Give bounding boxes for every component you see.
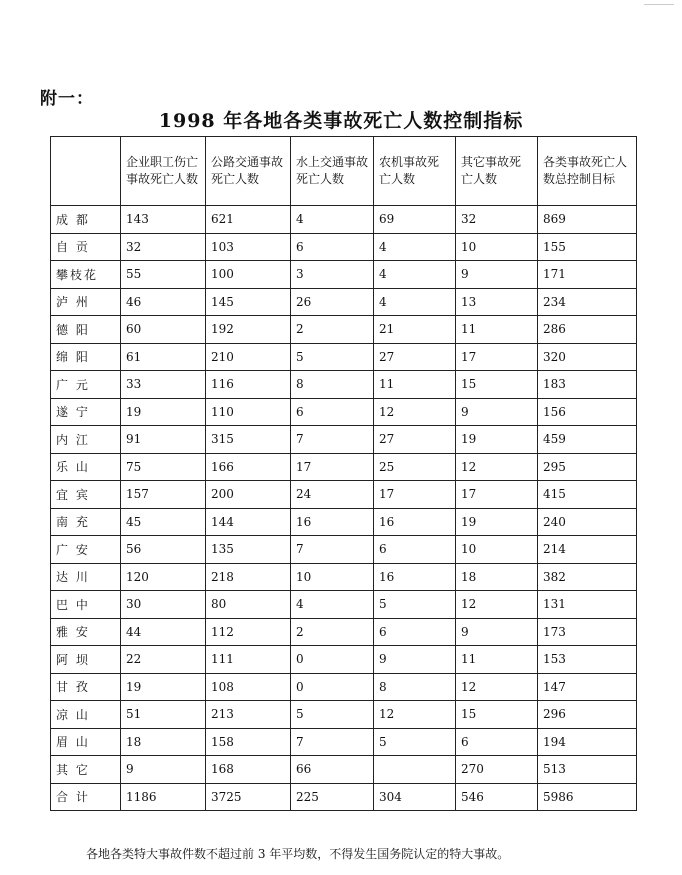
farm-machinery-cell: 17 — [374, 481, 456, 509]
workplace-cell: 19 — [121, 398, 206, 426]
workplace-cell: 120 — [121, 563, 206, 591]
water-cell: 24 — [291, 481, 374, 509]
other-cell: 10 — [456, 536, 538, 564]
region-cell: 阿 坝 — [51, 646, 121, 674]
water-cell: 66 — [291, 756, 374, 784]
water-cell: 16 — [291, 508, 374, 536]
workplace-cell: 75 — [121, 453, 206, 481]
table-row — [51, 453, 637, 481]
other-cell: 11 — [456, 316, 538, 344]
region-cell: 合 计 — [51, 783, 121, 811]
total-target-cell: 240 — [538, 508, 637, 536]
total-target-cell: 286 — [538, 316, 637, 344]
table-row — [51, 343, 637, 371]
table-row — [51, 563, 637, 591]
road-cell: 80 — [206, 591, 291, 619]
table-row — [51, 288, 637, 316]
water-cell: 5 — [291, 701, 374, 729]
water-cell: 3 — [291, 261, 374, 289]
total-target-cell: 459 — [538, 426, 637, 454]
table-row — [51, 646, 637, 674]
table-row — [51, 728, 637, 756]
water-cell: 2 — [291, 316, 374, 344]
road-cell: 200 — [206, 481, 291, 509]
table-row — [51, 508, 637, 536]
water-cell: 7 — [291, 536, 374, 564]
table-row — [51, 673, 637, 701]
farm-machinery-cell: 304 — [374, 783, 456, 811]
water-cell: 4 — [291, 591, 374, 619]
road-cell: 3725 — [206, 783, 291, 811]
table-row — [51, 316, 637, 344]
farm-machinery-cell: 12 — [374, 701, 456, 729]
workplace-cell: 91 — [121, 426, 206, 454]
farm-machinery-cell: 4 — [374, 233, 456, 261]
water-cell: 0 — [291, 673, 374, 701]
other-cell: 12 — [456, 591, 538, 619]
farm-machinery-cell — [374, 756, 456, 784]
header-region — [51, 137, 121, 206]
road-cell: 145 — [206, 288, 291, 316]
water-cell: 4 — [291, 206, 374, 234]
total-target-cell: 171 — [538, 261, 637, 289]
total-target-cell: 415 — [538, 481, 637, 509]
farm-machinery-cell: 11 — [374, 371, 456, 399]
workplace-cell: 19 — [121, 673, 206, 701]
other-cell: 13 — [456, 288, 538, 316]
road-cell: 621 — [206, 206, 291, 234]
road-cell: 192 — [206, 316, 291, 344]
water-cell: 7 — [291, 728, 374, 756]
water-cell: 2 — [291, 618, 374, 646]
water-cell: 5 — [291, 343, 374, 371]
road-cell: 111 — [206, 646, 291, 674]
table-row — [51, 398, 637, 426]
road-cell: 108 — [206, 673, 291, 701]
attachment-label: 附一： — [40, 89, 94, 109]
table-row — [51, 261, 637, 289]
road-cell: 210 — [206, 343, 291, 371]
total-target-cell: 296 — [538, 701, 637, 729]
water-cell: 6 — [291, 398, 374, 426]
table-row — [51, 618, 637, 646]
footnote: 各地各类特大事故件数不超过前 3 年平均数，不得发生国务院认定的特大事故。 — [86, 847, 510, 861]
water-cell: 0 — [291, 646, 374, 674]
region-cell: 遂 宁 — [51, 398, 121, 426]
other-cell: 11 — [456, 646, 538, 674]
water-cell: 6 — [291, 233, 374, 261]
workplace-cell: 9 — [121, 756, 206, 784]
table-row — [51, 481, 637, 509]
region-cell: 南 充 — [51, 508, 121, 536]
other-cell: 9 — [456, 398, 538, 426]
water-cell: 225 — [291, 783, 374, 811]
other-cell: 10 — [456, 233, 538, 261]
road-cell: 218 — [206, 563, 291, 591]
farm-machinery-cell: 9 — [374, 646, 456, 674]
other-cell: 9 — [456, 618, 538, 646]
workplace-cell: 51 — [121, 701, 206, 729]
other-cell: 12 — [456, 673, 538, 701]
farm-machinery-cell: 6 — [374, 618, 456, 646]
table-row — [51, 206, 637, 234]
workplace-cell: 46 — [121, 288, 206, 316]
other-cell: 6 — [456, 728, 538, 756]
other-cell: 17 — [456, 481, 538, 509]
road-cell: 144 — [206, 508, 291, 536]
other-cell: 270 — [456, 756, 538, 784]
farm-machinery-cell: 27 — [374, 426, 456, 454]
farm-machinery-cell: 4 — [374, 261, 456, 289]
region-cell: 广 元 — [51, 371, 121, 399]
total-target-cell: 155 — [538, 233, 637, 261]
table-row — [51, 371, 637, 399]
other-cell: 19 — [456, 426, 538, 454]
farm-machinery-cell: 69 — [374, 206, 456, 234]
other-cell: 12 — [456, 453, 538, 481]
workplace-cell: 33 — [121, 371, 206, 399]
workplace-cell: 18 — [121, 728, 206, 756]
water-cell: 8 — [291, 371, 374, 399]
total-target-cell: 513 — [538, 756, 637, 784]
total-target-cell: 173 — [538, 618, 637, 646]
region-cell: 乐 山 — [51, 453, 121, 481]
workplace-cell: 55 — [121, 261, 206, 289]
farm-machinery-cell: 6 — [374, 536, 456, 564]
farm-machinery-cell: 16 — [374, 563, 456, 591]
other-cell: 18 — [456, 563, 538, 591]
road-cell: 116 — [206, 371, 291, 399]
farm-machinery-cell: 21 — [374, 316, 456, 344]
header-road: 公路交通事故死亡人数 — [206, 137, 291, 206]
road-cell: 103 — [206, 233, 291, 261]
farm-machinery-cell: 25 — [374, 453, 456, 481]
header-farm-machinery: 农机事故死亡人数 — [374, 137, 456, 206]
workplace-cell: 157 — [121, 481, 206, 509]
road-cell: 100 — [206, 261, 291, 289]
water-cell: 17 — [291, 453, 374, 481]
total-target-cell: 183 — [538, 371, 637, 399]
table-row — [51, 756, 637, 784]
workplace-cell: 32 — [121, 233, 206, 261]
region-cell: 眉 山 — [51, 728, 121, 756]
table-row — [51, 233, 637, 261]
table-row — [51, 783, 637, 811]
water-cell: 7 — [291, 426, 374, 454]
road-cell: 112 — [206, 618, 291, 646]
farm-machinery-cell: 27 — [374, 343, 456, 371]
total-target-cell: 382 — [538, 563, 637, 591]
workplace-cell: 1186 — [121, 783, 206, 811]
road-cell: 135 — [206, 536, 291, 564]
header-water: 水上交通事故死亡人数 — [291, 137, 374, 206]
region-cell: 凉 山 — [51, 701, 121, 729]
total-target-cell: 5986 — [538, 783, 637, 811]
region-cell: 泸 州 — [51, 288, 121, 316]
farm-machinery-cell: 8 — [374, 673, 456, 701]
document-title: 1998 年各地各类事故死亡人数控制指标 — [158, 110, 524, 132]
total-target-cell: 234 — [538, 288, 637, 316]
road-cell: 168 — [206, 756, 291, 784]
region-cell: 内 江 — [51, 426, 121, 454]
fatality-target-table — [50, 136, 637, 811]
other-cell: 15 — [456, 701, 538, 729]
total-target-cell: 147 — [538, 673, 637, 701]
header-other: 其它事故死亡人数 — [456, 137, 538, 206]
table-row — [51, 426, 637, 454]
total-target-cell: 131 — [538, 591, 637, 619]
workplace-cell: 44 — [121, 618, 206, 646]
workplace-cell: 61 — [121, 343, 206, 371]
total-target-cell: 194 — [538, 728, 637, 756]
scan-edge-mark — [644, 0, 674, 5]
farm-machinery-cell: 16 — [374, 508, 456, 536]
total-target-cell: 214 — [538, 536, 637, 564]
region-cell: 甘 孜 — [51, 673, 121, 701]
workplace-cell: 60 — [121, 316, 206, 344]
region-cell: 雅 安 — [51, 618, 121, 646]
other-cell: 15 — [456, 371, 538, 399]
total-target-cell: 295 — [538, 453, 637, 481]
total-target-cell: 869 — [538, 206, 637, 234]
table-header-row — [51, 137, 637, 206]
water-cell: 26 — [291, 288, 374, 316]
farm-machinery-cell: 12 — [374, 398, 456, 426]
region-cell: 自 贡 — [51, 233, 121, 261]
road-cell: 110 — [206, 398, 291, 426]
other-cell: 546 — [456, 783, 538, 811]
workplace-cell: 45 — [121, 508, 206, 536]
other-cell: 32 — [456, 206, 538, 234]
other-cell: 19 — [456, 508, 538, 536]
farm-machinery-cell: 5 — [374, 728, 456, 756]
region-cell: 其 它 — [51, 756, 121, 784]
road-cell: 315 — [206, 426, 291, 454]
road-cell: 158 — [206, 728, 291, 756]
workplace-cell: 30 — [121, 591, 206, 619]
header-workplace: 企业职工伤亡事故死亡人数 — [121, 137, 206, 206]
region-cell: 巴 中 — [51, 591, 121, 619]
workplace-cell: 56 — [121, 536, 206, 564]
road-cell: 213 — [206, 701, 291, 729]
table-row — [51, 701, 637, 729]
region-cell: 达 川 — [51, 563, 121, 591]
table-row — [51, 591, 637, 619]
total-target-cell: 156 — [538, 398, 637, 426]
road-cell: 166 — [206, 453, 291, 481]
other-cell: 17 — [456, 343, 538, 371]
region-cell: 广 安 — [51, 536, 121, 564]
region-cell: 德 阳 — [51, 316, 121, 344]
workplace-cell: 143 — [121, 206, 206, 234]
water-cell: 10 — [291, 563, 374, 591]
farm-machinery-cell: 5 — [374, 591, 456, 619]
region-cell: 攀枝花 — [51, 261, 121, 289]
other-cell: 9 — [456, 261, 538, 289]
workplace-cell: 22 — [121, 646, 206, 674]
region-cell: 宜 宾 — [51, 481, 121, 509]
header-total-target: 各类事故死亡人数总控制目标 — [538, 137, 637, 206]
total-target-cell: 153 — [538, 646, 637, 674]
farm-machinery-cell: 4 — [374, 288, 456, 316]
table-row — [51, 536, 637, 564]
region-cell: 成 都 — [51, 206, 121, 234]
total-target-cell: 320 — [538, 343, 637, 371]
region-cell: 绵 阳 — [51, 343, 121, 371]
